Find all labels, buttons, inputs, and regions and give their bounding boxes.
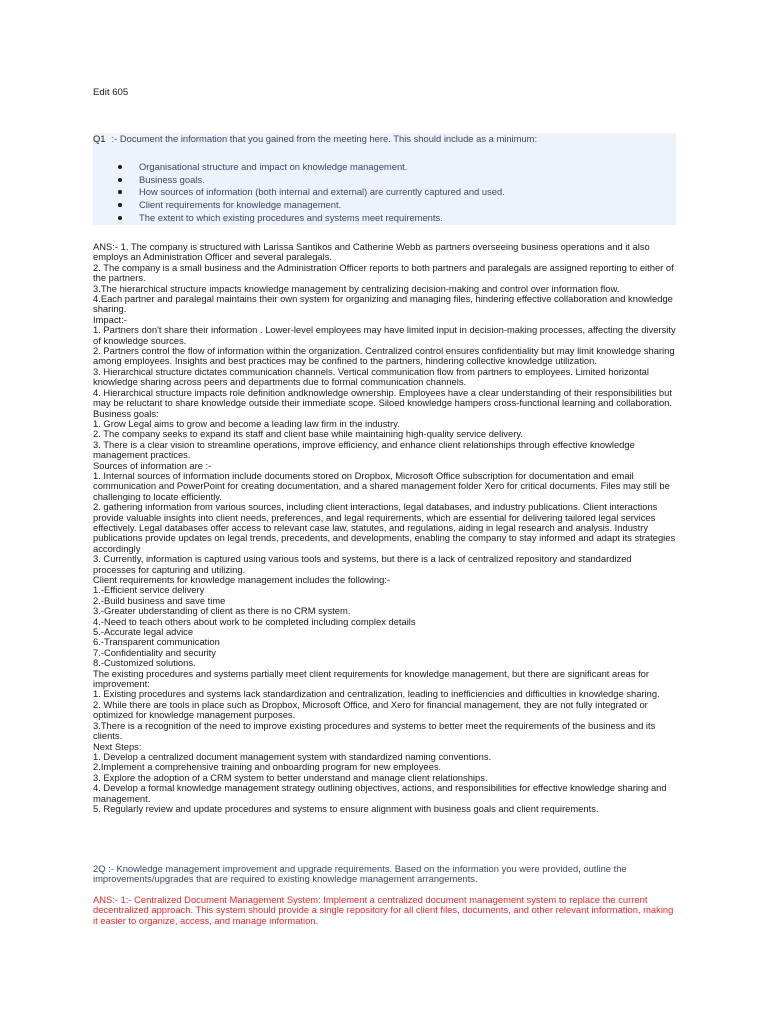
bullet-icon <box>118 216 122 220</box>
answer-paragraph: 4.Each partner and paralegal maintains their own system for organizing and managing files, hindering effective collaboration and knowledge sharing. <box>93 293 673 315</box>
answer-paragraph: Impact:- <box>93 313 127 325</box>
answer-paragraph: Sources of information are :- <box>93 459 212 471</box>
answer-paragraph: 7.-Confidentiality and security <box>93 646 216 658</box>
question-1-requirements-list <box>93 162 505 225</box>
bullet-icon <box>118 178 122 182</box>
answer-paragraph: ANS:- 1. The company is structured with Larissa Santikos and Catherine Webb as partners overseeing business operations and it also employs an Administration Officer and several paralegals. <box>93 241 650 263</box>
answer-paragraph: Client requirements for knowledge management includes the following:- <box>93 574 391 585</box>
answer-paragraph: 5.-Accurate legal advice <box>93 626 194 638</box>
answer-paragraph: 2. The company seeks to expand its staff and client base while maintaining high-quality service delivery. <box>93 428 523 440</box>
bullet-icon <box>118 190 122 194</box>
answer-paragraph: 1. Partners don't share their information . Lower-level employees may have limited input in decision-making processes, affecting the diversity of knowledge sources. <box>93 324 676 346</box>
list-item-text: Business goals. <box>139 173 205 185</box>
answer-paragraph: 3.The hierarchical structure impacts knowledge management by centralizing decision-making and control over information flow. <box>93 282 620 294</box>
answer-2-text: ANS:- 1:- Centralized Document Management System: Implement a centralized document management system to replace the current decentralized approach. This system should provide a single repository for all client files, documents, and other relevant information, making it easier to organize, access, and manage information. <box>93 894 674 926</box>
answer-paragraph: 2. Partners control the flow of information within the organization. Centralized control ensures confidentiality but may limit knowledge sharing among employees. Insights and best practices may be confined to the partners, hindering collective knowledge utilization. <box>93 345 675 367</box>
answer-paragraph: 8.-Customized solutions. <box>93 657 196 669</box>
question-1-text: :- Document the information that you gained from the meeting here. This should include as a minimum: <box>111 133 538 144</box>
bullet-icon <box>118 203 122 207</box>
answer-paragraph: 3.There is a recognition of the need to improve existing procedures and systems to better meet the requirements of the business and its clients. <box>93 719 656 742</box>
list-item-text: Client requirements for knowledge management. <box>139 199 342 211</box>
answer-paragraph: 1.-Efficient service delivery <box>93 584 205 596</box>
list-item <box>93 213 505 226</box>
question-2-text: 2Q :- Knowledge management improvement and upgrade requirements. Based on the information you were provided, outline the improvements/upgrades that are required to existing knowledge management arrangements. <box>93 863 627 885</box>
answer-paragraph: 4. Hierarchical structure impacts role definition andknowledge ownership. Employees have a clear understanding of their responsibilities but may be reluctant to share knowledge outside their immediate scope. Siloed knowledge hampers cross-functional learning and collaboration. <box>93 386 672 409</box>
answer-paragraph: 4.-Need to teach others about work to be completed including complex details <box>93 615 416 627</box>
question-1-box <box>93 133 676 225</box>
answer-paragraph: 2.-Build business and save time <box>93 594 226 606</box>
edit-code-label: Edit 605 <box>93 87 129 98</box>
answer-paragraph: Business goals: <box>93 407 159 419</box>
answer-paragraph: Next Steps: <box>93 740 142 752</box>
bullet-icon <box>118 165 122 169</box>
answer-paragraph: 2. The company is a small business and the Administration Officer reports to both partners and paralegals are assigned reporting to either of the partners. <box>93 261 674 284</box>
answer-paragraph: The existing procedures and systems partially meet client requirements for knowledge management, but there are significant areas for improvement: <box>93 667 650 690</box>
answer-paragraph: 1. Develop a centralized document management system with standardized naming conventions. <box>93 750 492 762</box>
answer-paragraph: 5. Regularly review and update procedures and systems to ensure alignment with business goals and client requirements. <box>93 802 599 814</box>
answer-paragraph: 1. Existing procedures and systems lack standardization and centralization, leading to inefficiencies and difficulties in knowledge sharing. <box>93 688 660 700</box>
answer-paragraph: 2. gathering information from various sources, including client interactions, legal databases, and industry publications. Client interactions provide valuable insights into client needs, preferences, and legal requirements, which are essential for delivering tailored legal services effectively. Legal databases offer access to relevant case law, statutes, and regulations, aiding in legal research and analysis. Industry publications provide updates on legal trends, precedents, and developments, enabling the company to stay informed and adapt its strategies accordingly <box>93 501 676 554</box>
answer-paragraph: 2.Implement a comprehensive training and onboarding program for new employees. <box>93 761 442 773</box>
list-item-text: Organisational structure and impact on knowledge management. <box>139 161 408 172</box>
answer-paragraph: 2. While there are tools in place such as Dropbox, Microsoft Office, and Xero for financial management, they are not fully integrated or optimized for knowledge management purposes. <box>93 698 648 721</box>
answer-1-body <box>93 242 676 814</box>
answer-paragraph: 3. Currently, information is captured using various tools and systems, but there is a lack of centralized repository and standardized processes for capturing and utilizing. <box>93 553 632 575</box>
question-1-prompt <box>93 134 537 144</box>
question-1-number: Q1 <box>93 133 106 144</box>
answer-paragraph: 3. Explore the adoption of a CRM system to better understand and manage client relationships. <box>93 771 488 783</box>
answer-paragraph: 1. Internal sources of information include documents stored on Dropbox, Microsoft Office subscription for documentation and email communication and PowerPoint for creating documentation, and a shared management folder Xero for critical documents. Files may still be challenging to locate efficiently. <box>93 469 670 502</box>
list-item-text: How sources of information (both internal and external) are currently captured and used. <box>139 186 505 198</box>
answer-paragraph: 6.-Transparent communication <box>93 636 220 648</box>
answer-paragraph: 4. Develop a formal knowledge management strategy outlining objectives, actions, and responsibilities for effective knowledge sharing and management. <box>93 782 667 804</box>
answer-paragraph: 1. Grow Legal aims to grow and become a leading law firm in the industry. <box>93 417 400 429</box>
answer-paragraph: 3.-Greater ubderstanding of client as there is no CRM system. <box>93 605 351 617</box>
answer-paragraph: 3. There is a clear vision to streamline operations, improve efficiency, and enhance client relationships through effective knowledge management practices. <box>93 438 635 461</box>
list-item-text: The extent to which existing procedures and systems meet requirements. <box>139 211 443 223</box>
answer-paragraph: 3. Hierarchical structure dictates communication channels. Vertical communication flow from partners to employees. Limited horizontal knowledge sharing across peers and departments due to formal communication channels. <box>93 365 649 388</box>
